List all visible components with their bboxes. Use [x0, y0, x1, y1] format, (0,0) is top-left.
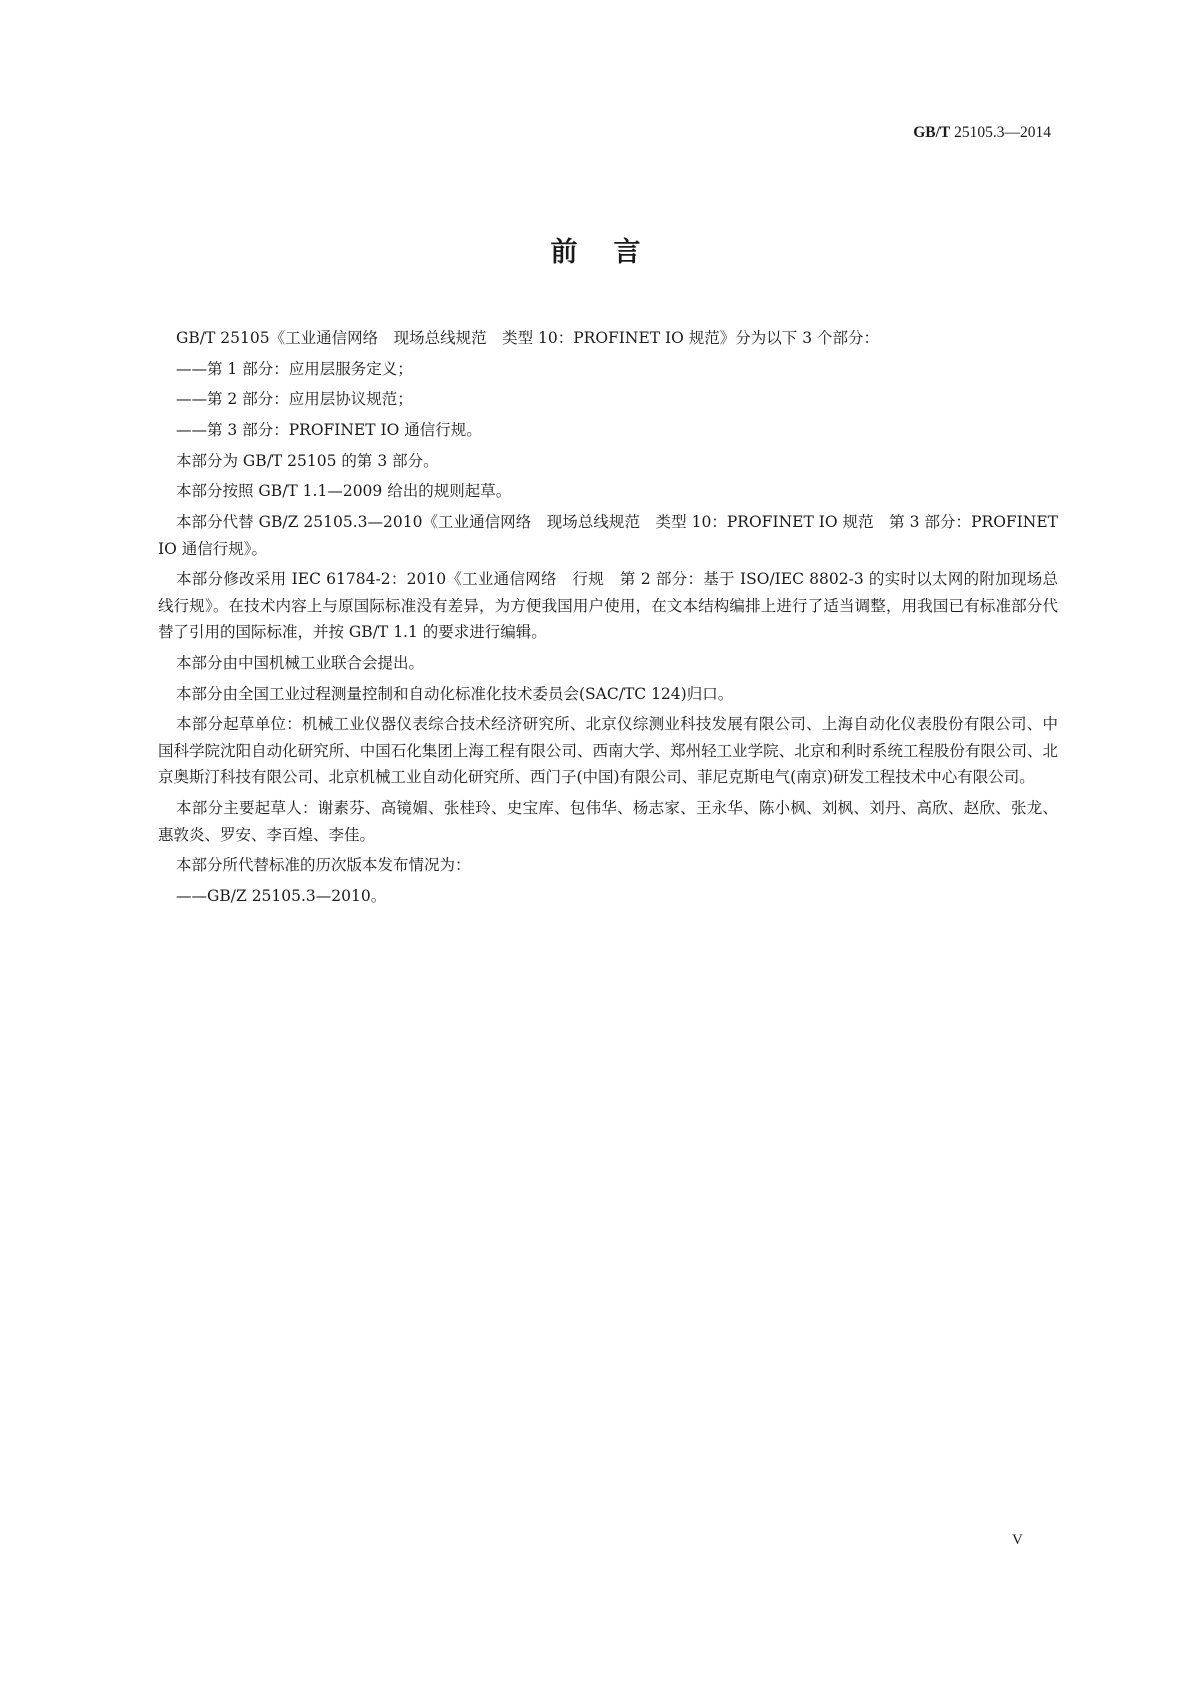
paragraph-drafting-rules: 本部分按照 GB/T 1.1—2009 给出的规则起草。: [176, 482, 512, 501]
standard-code-header: [913, 124, 1051, 142]
paragraph-drafting-units: 本部分起草单位：机械工业仪器仪表综合技术经济研究所、北京仪综测业科技发展有限公司、上海自动化仪表股份有限公司、中国科学院沈阳自动化研究所、中国石化集团上海工程有限公司、西南大学、郑州轻工业学院、北京和利时系统工程股份有限公司、北京奥斯汀科技有限公司、北京机械工业自动化研究所、西门子(中国)有限公司、菲尼克斯电气(南京)研发工程技术中心有限公司。: [158, 715, 1058, 787]
standard-prefix: GB/T: [913, 124, 951, 141]
standard-number: 25105.3—2014: [950, 124, 1051, 141]
list-item-part-3: ——第 3 部分：PROFINET IO 通信行规。: [176, 421, 482, 440]
paragraph-previous-editions: 本部分所代替标准的历次版本发布情况为：: [176, 856, 471, 875]
paragraph-centralized-by: 本部分由全国工业过程测量控制和自动化标准化技术委员会(SAC/TC 124)归口。: [176, 684, 734, 703]
paragraph-proposed-by: 本部分由中国机械工业联合会提出。: [176, 654, 425, 672]
paragraph-parts-intro: GB/T 25105《工业通信网络 现场总线规范 类型 10：PROFINET IO 规范》分为以下 3 个部分：: [176, 329, 880, 347]
paragraph-replaces: 本部分代替 GB/Z 25105.3—2010《工业通信网络 现场总线规范 类型 10：PROFINET IO 规范 第 3 部分：PROFINET IO 通信行规》。: [158, 513, 1058, 558]
paragraph-adoption: 本部分修改采用 IEC 61784-2：2010《工业通信网络 行规 第 2 部分：基于 ISO/IEC 8802-3 的实时以太网的附加现场总线行规》。在技术内容上与原国际标准没有差异，为方便我国用户使用，在文本结构编排上进行了适当调整，用我国已有标准部分代替了引用的国际标准，并按 GB/T 1.1 的要求进行编辑。: [158, 570, 1058, 642]
page-title: 前言: [550, 237, 677, 268]
paragraph-drafters: 本部分主要起草人：谢素芬、高镜媚、张桂玲、史宝库、包伟华、杨志家、王永华、陈小枫、刘枫、刘丹、高欣、赵欣、张龙、惠敦炎、罗安、李百煌、李佳。: [158, 799, 1058, 844]
list-item-previous-edition: ——GB/Z 25105.3—2010。: [176, 886, 387, 905]
page-number: V: [1012, 1532, 1023, 1548]
foreword-body: [158, 325, 1058, 914]
paragraph-this-part: 本部分为 GB/T 25105 的第 3 部分。: [176, 451, 439, 470]
list-item-part-1: ——第 1 部分：应用层服务定义；: [176, 359, 413, 378]
list-item-part-2: ——第 2 部分：应用层协议规范；: [176, 390, 413, 409]
